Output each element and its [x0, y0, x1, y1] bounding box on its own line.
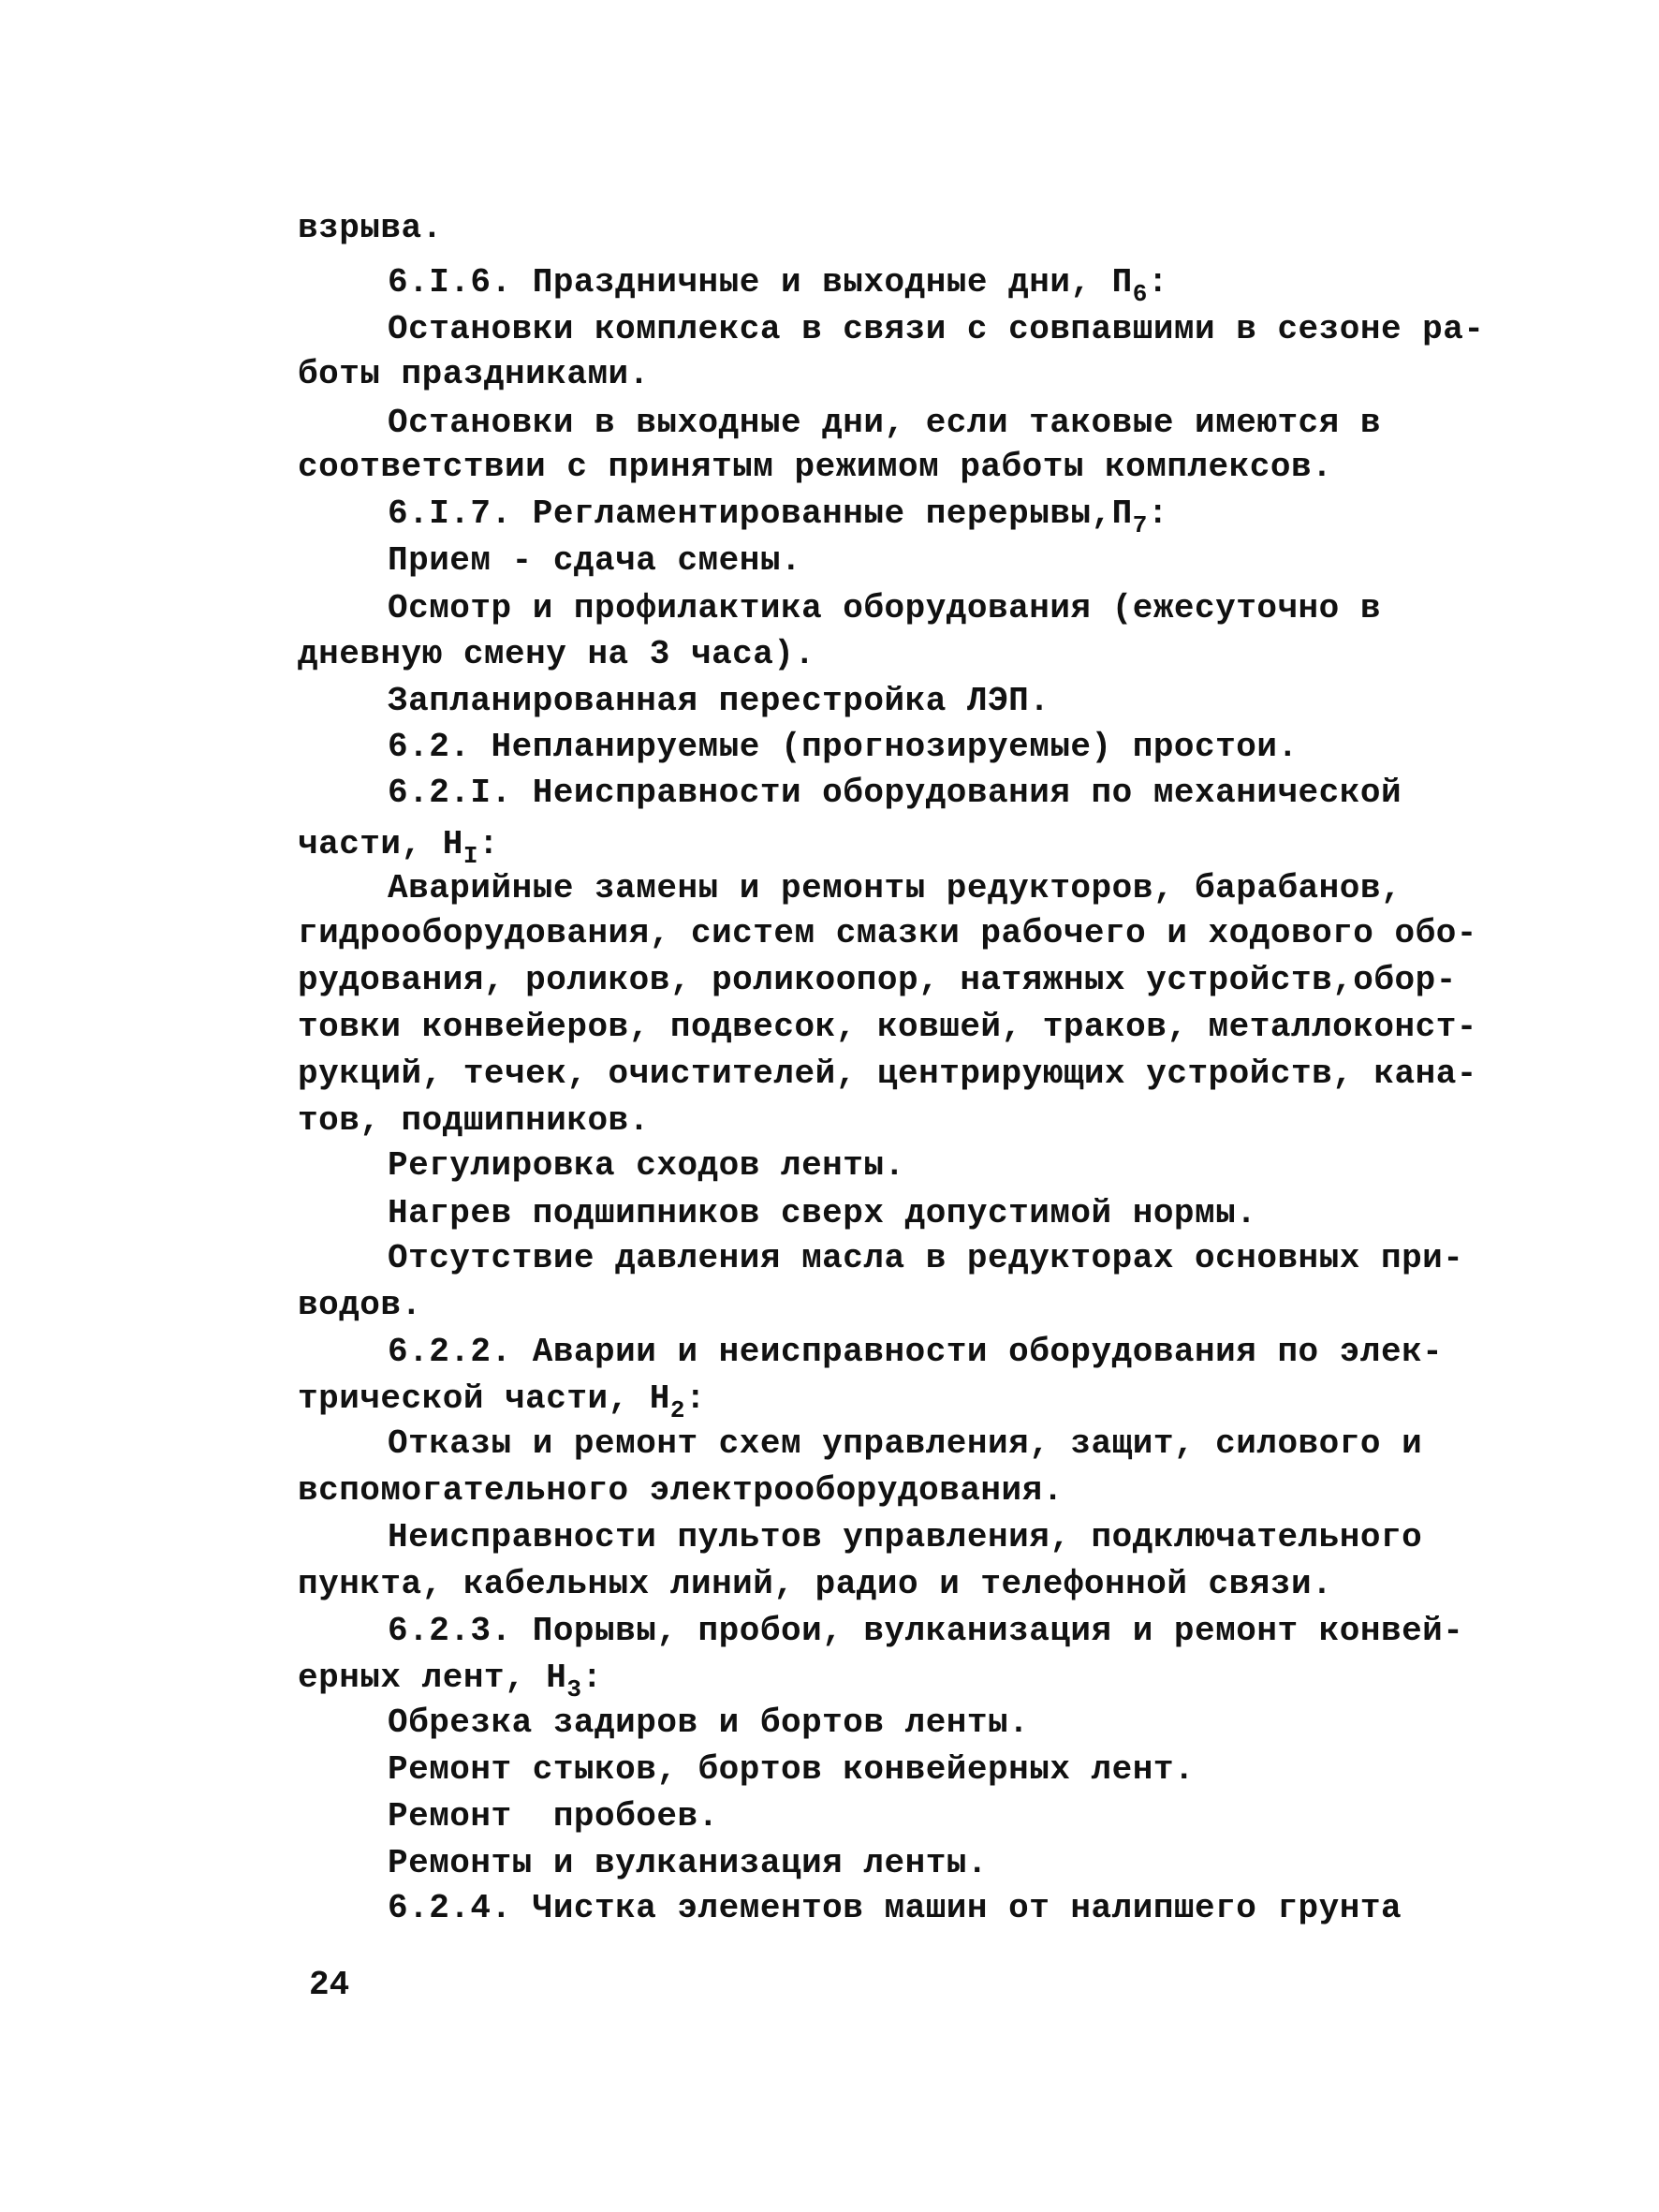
- text-line: [388, 868, 1402, 909]
- text-line: [388, 1796, 719, 1837]
- text-line: [298, 1100, 650, 1142]
- text-line: [388, 1145, 905, 1187]
- text-line: [298, 208, 443, 249]
- line-text: Отказы и ремонт схем управления, защит, силового и: [388, 1424, 1423, 1463]
- line-suffix: :: [477, 825, 500, 863]
- line-text: дневную смену на 3 часа).: [298, 635, 815, 673]
- text-line: [298, 1564, 1332, 1605]
- line-text: Регулировка сходов ленты.: [388, 1146, 905, 1185]
- page-number: 24: [309, 1966, 350, 2004]
- line-text: Осмотр и профилактика оборудования (ежесуточно в: [388, 589, 1381, 627]
- text-line: [298, 1658, 603, 1701]
- text-line: [388, 1238, 1463, 1279]
- text-line: [298, 354, 650, 395]
- text-line: [388, 1888, 1402, 1929]
- line-text: взрыва.: [298, 209, 443, 247]
- text-line: [298, 447, 1332, 488]
- line-text: Запланированная перестройка ЛЭП.: [388, 682, 1050, 720]
- text-line: [298, 634, 815, 675]
- line-text: пункта, кабельных линий, радио и телефонной связи.: [298, 1565, 1333, 1603]
- subscript: 6: [1132, 280, 1148, 308]
- line-text: Нагрев подшипников сверх допустимой нормы.: [388, 1194, 1257, 1232]
- line-text: Обрезка задиров и бортов ленты.: [388, 1703, 1030, 1742]
- subscript: 7: [1132, 511, 1148, 539]
- text-line: [388, 540, 801, 582]
- line-text: рукций, течек, очистителей, центрирующих устройств, кана-: [298, 1054, 1477, 1093]
- line-text: 6.2.I. Неисправности оборудования по механической: [388, 774, 1402, 812]
- text-line: [388, 309, 1485, 350]
- line-text: Остановки в выходные дни, если таковые имеются в: [388, 404, 1381, 442]
- line-text: боты праздниками.: [298, 355, 650, 393]
- line-text: трической части, Н: [298, 1379, 670, 1418]
- line-text: Остановки комплекса в связи с совпавшими в сезоне ра-: [388, 310, 1485, 348]
- text-line: [388, 773, 1402, 814]
- text-line: [388, 1749, 1195, 1791]
- line-text: части, Н: [298, 825, 463, 863]
- line-text: Прием - сдача смены.: [388, 541, 802, 580]
- text-line: [298, 913, 1477, 954]
- line-text: ерных лент, Н: [298, 1659, 567, 1697]
- text-line: [388, 403, 1381, 444]
- line-text: 6.2.3. Порывы, пробои, вулканизация и ремонт конвей-: [388, 1612, 1464, 1650]
- line-suffix: :: [1147, 263, 1168, 302]
- line-text: вспомогательного электрооборудования.: [298, 1471, 1064, 1510]
- line-text: 6.2. Непланируемые (прогнозируемые) простои.: [388, 728, 1299, 766]
- text-line: [388, 588, 1381, 629]
- line-suffix: :: [684, 1379, 707, 1418]
- text-line: [388, 1423, 1422, 1465]
- text-line: [388, 1517, 1422, 1558]
- line-text: соответствии с принятым режимом работы комплексов.: [298, 448, 1333, 486]
- subscript: 2: [669, 1396, 685, 1424]
- text-line: [298, 960, 1457, 1001]
- line-text: 6.I.6. Праздничные и выходные дни, П: [388, 263, 1133, 302]
- line-text: Ремонт пробоев.: [388, 1797, 719, 1836]
- line-text: Ремонт стыков, бортов конвейерных лент.: [388, 1750, 1196, 1789]
- line-text: Ремонты и вулканизация ленты.: [388, 1844, 989, 1882]
- line-text: гидрооборудования, систем смазки рабочего и ходового обо-: [298, 914, 1477, 952]
- line-text: 6.I.7. Регламентированные перерывы,П: [388, 494, 1133, 533]
- line-text: тов, подшипников.: [298, 1101, 650, 1140]
- line-text: товки конвейеров, подвесок, ковшей, траков, металлоконст-: [298, 1008, 1477, 1046]
- line-text: Аварийные замены и ремонты редукторов, барабанов,: [388, 869, 1402, 907]
- text-line: [298, 1007, 1477, 1048]
- line-text: Отсутствие давления масла в редукторах основных при-: [388, 1239, 1464, 1277]
- text-line: [388, 1611, 1463, 1652]
- text-line: [298, 1054, 1477, 1095]
- line-suffix: :: [1147, 494, 1168, 533]
- line-text: водов.: [298, 1286, 422, 1324]
- text-line: [298, 1470, 1064, 1512]
- text-line: [388, 1703, 1029, 1744]
- text-line: [298, 824, 500, 870]
- text-line: [388, 1332, 1443, 1373]
- text-line: [388, 262, 1168, 308]
- subscript: I: [462, 842, 478, 870]
- text-line: [388, 1193, 1256, 1234]
- text-line: [388, 494, 1168, 537]
- line-text: Неисправности пультов управления, подключательного: [388, 1518, 1423, 1556]
- line-text: 6.2.2. Аварии и неисправности оборудования по элек-: [388, 1333, 1444, 1371]
- text-line: [388, 681, 1050, 722]
- subscript: 3: [566, 1675, 582, 1703]
- text-line: [298, 1379, 706, 1422]
- text-line: [298, 1285, 422, 1326]
- line-text: 6.2.4. Чистка элементов машин от налипшего грунта: [388, 1889, 1402, 1927]
- line-text: рудования, роликов, роликоопор, натяжных устройств,обор-: [298, 961, 1457, 999]
- text-line: [388, 727, 1299, 768]
- text-line: [388, 1843, 988, 1884]
- line-suffix: :: [581, 1659, 603, 1697]
